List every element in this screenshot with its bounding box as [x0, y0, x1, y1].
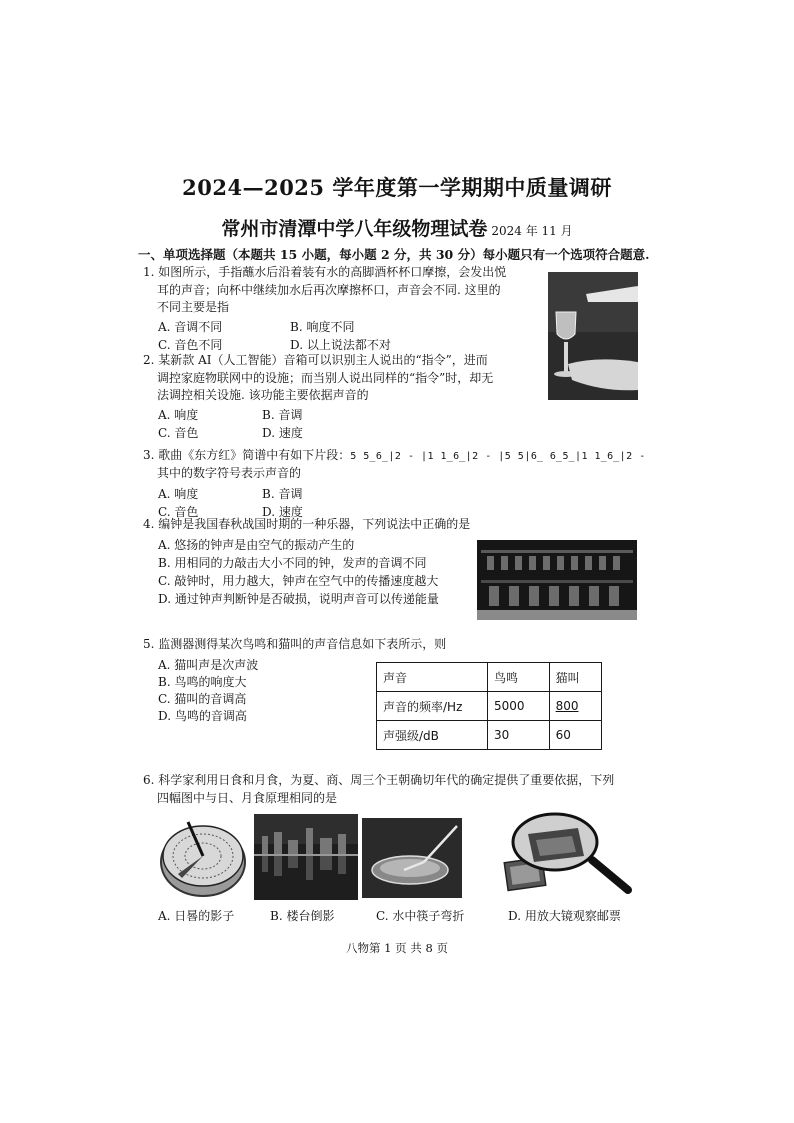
table-header-cell: 声音	[377, 663, 488, 692]
table-header-cell: 猫叫	[549, 663, 601, 692]
section-1-heading: 一、单项选择题（本题共 15 小题，每小题 2 分，共 30 分）每小题只有一个选项符合题意.	[138, 247, 650, 262]
bianzhong-photo	[477, 540, 637, 620]
q4-option-d: D. 通过钟声判断钟是否破损，说明声音可以传递能量	[158, 592, 439, 606]
q2-option-b: B. 音调	[262, 408, 303, 422]
sundial-image	[158, 812, 248, 900]
exam-title: 2024—2025 学年度第一学期期中质量调研	[182, 175, 612, 200]
question-1	[143, 264, 506, 317]
music-notation: 5 5̲6̲|2 - |1 1̲6̲|2 - |5 5|6̲ 6̲5̲|1 1̲6̲|2 -	[350, 451, 646, 462]
q5-option-d: D. 鸟鸣的音调高	[158, 709, 247, 723]
q5-option-c: C. 猫叫的音调高	[158, 692, 247, 706]
question-2-line: 法调控相关设施. 该功能主要依据声音的	[157, 388, 369, 402]
q6-caption-d: D. 用放大镜观察邮票	[508, 909, 621, 923]
page-footer: 八物第 1 页 共 8 页	[346, 941, 448, 955]
q1-option-c: C. 音色不同	[158, 338, 223, 352]
question-3	[143, 447, 646, 466]
q3-option-b: B. 音调	[262, 487, 303, 501]
q4-option-c: C. 敲钟时，用力越大，钟声在空气中的传播速度越大	[158, 574, 439, 588]
q6-caption-b: B. 楼台倒影	[270, 909, 335, 923]
q6-caption-a: A. 日晷的影子	[158, 909, 235, 923]
chopstick-water-image	[362, 818, 462, 898]
question-3-line: 其中的数字符号表示声音的	[157, 466, 302, 480]
table-cell: 800	[549, 692, 601, 721]
exam-date: 2024 年 11 月	[491, 224, 573, 238]
table-header-cell: 鸟鸣	[488, 663, 550, 692]
tower-reflection-image	[254, 814, 358, 900]
q1-option-d: D. 以上说法都不对	[290, 338, 391, 352]
question-1-line: 1. 如图所示，手指蘸水后沿着装有水的高脚酒杯杯口摩擦，会发出悦	[143, 265, 507, 279]
question-2	[143, 352, 493, 405]
question-1-line: 不同主要是指	[157, 300, 230, 314]
table-cell: 声音的频率/Hz	[377, 692, 488, 721]
magnifier-stamp-image	[500, 810, 640, 900]
table-cell: 5000	[488, 692, 550, 721]
q3-option-c: C. 音色	[158, 505, 199, 519]
q3-option-a: A. 响度	[158, 487, 199, 501]
exam-subtitle	[0, 214, 794, 241]
question-2-line: 2. 某新款 AI（人工智能）音箱可以识别主人说出的“指令”，进而	[143, 353, 488, 367]
question-5: 5. 监测器测得某次鸟鸣和猫叫的声音信息如下表所示，则	[143, 637, 447, 651]
question-2-line: 调控家庭物联网中的设施；而当别人说出同样的“指令”时，却无	[157, 370, 494, 385]
q1-option-b: B. 响度不同	[290, 320, 355, 334]
q2-option-a: A. 响度	[158, 408, 199, 422]
question-6	[143, 772, 614, 807]
q6-caption-c: C. 水中筷子弯折	[376, 909, 465, 923]
q1-option-a: A. 音调不同	[158, 320, 223, 334]
q5-option-b: B. 鸟鸣的响度大	[158, 675, 247, 689]
q5-option-a: A. 猫叫声是次声波	[158, 658, 259, 672]
q4-option-a: A. 悠扬的钟声是由空气的振动产生的	[158, 538, 355, 552]
q2-option-d: D. 速度	[262, 426, 303, 440]
table-row	[377, 692, 602, 721]
sound-data-table	[376, 662, 602, 750]
question-6-line: 6. 科学家利用日食和月食，为夏、商、周三个王朝确切年代的确定提供了重要依据，下列	[143, 773, 615, 787]
school-name: 常州市清潭中学八年级物理试卷	[221, 218, 488, 240]
table-row	[377, 721, 602, 750]
question-4: 4. 编钟是我国春秋战国时期的一种乐器，下列说法中正确的是	[143, 517, 471, 531]
question-3-line: 3. 歌曲《东方红》简谱中有如下片段：	[143, 448, 351, 462]
question-1-line: 耳的声音；向杯中继续加水后再次摩擦杯口，声音会不同. 这里的	[157, 282, 501, 297]
table-header-row	[377, 663, 602, 692]
q4-option-b: B. 用相同的力敲击大小不同的钟，发声的音调不同	[158, 556, 427, 570]
wine-glass-photo	[548, 272, 638, 400]
q2-option-c: C. 音色	[158, 426, 199, 440]
question-6-line: 四幅图中与日、月食原理相同的是	[157, 790, 338, 805]
table-cell: 60	[549, 721, 601, 750]
table-cell: 声强级/dB	[377, 721, 488, 750]
table-cell: 30	[488, 721, 550, 750]
q3-option-d: D. 速度	[262, 505, 303, 519]
